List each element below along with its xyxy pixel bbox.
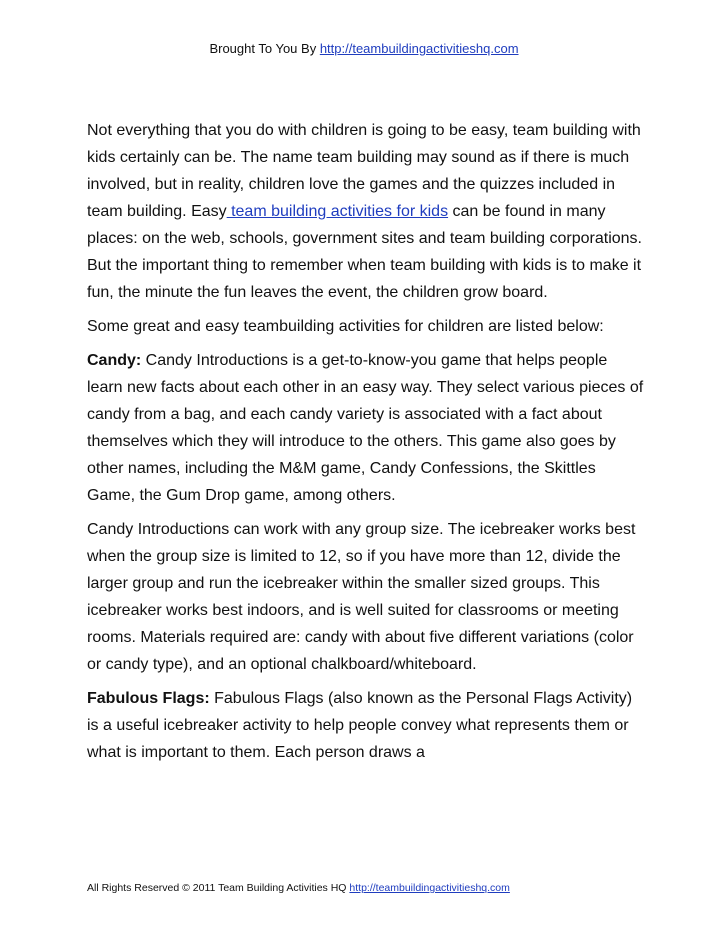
intro-paragraph — [87, 117, 647, 306]
flags-paragraph — [87, 685, 647, 766]
candy-paragraph — [87, 347, 647, 509]
page-header — [0, 40, 728, 58]
activities-for-kids-link[interactable]: team building activities for kids — [226, 203, 449, 220]
intro-text-end: can be found in many places: on the web, schools, government sites and team building corporations. But the important thing to remember when team building with kids is to make it fun, the minute the fun leaves the event, the children grow board. — [87, 203, 642, 301]
document-body — [87, 117, 647, 773]
candy-text: Candy Introductions is a get-to-know-you game that helps people learn new facts about each other in an easy way. They select various pieces of candy from a bag, and each candy variety is associated with a fact about themselves which they will introduce to the others. This game also goes by other names, including the M&M game, Candy Confessions, the Skittles Game, the Gum Drop game, among others. — [87, 352, 644, 504]
footer-link[interactable]: http://teambuildingactivitieshq.com — [349, 882, 510, 894]
candy-heading: Candy: — [87, 352, 142, 369]
page-footer — [87, 881, 647, 895]
flags-text: Fabulous Flags (also known as the Personal Flags Activity) is a useful icebreaker activity to help people convey what represents them or what is important to them. Each person draws a — [87, 690, 633, 761]
flags-heading: Fabulous Flags: — [87, 690, 210, 707]
header-prefix: Brought To You By — [209, 41, 320, 56]
header-link[interactable]: http://teambuildingactivitieshq.com — [319, 41, 519, 56]
intro-text-start: Not everything that you do with children is going to be easy, team building with kids certainly can be. The name team building may sound as if there is much involved, but in reality, children love the games and the quizzes included in team building. Easy — [87, 122, 641, 220]
activities-list-intro: Some great and easy teambuilding activities for children are listed below: — [87, 318, 604, 335]
candy-details-paragraph: Candy Introductions can work with any group size. The icebreaker works best when the group size is limited to 12, so if you have more than 12, divide the larger group and run the icebreaker within the smaller sized groups. This icebreaker works best indoors, and is well suited for classrooms or meeting rooms. Materials required are: candy with about five different variations (color or candy type), and an optional chalkboard/whiteboard. — [87, 521, 636, 673]
copyright-text: All Rights Reserved © 2011 Team Building Activities HQ — [87, 882, 350, 894]
